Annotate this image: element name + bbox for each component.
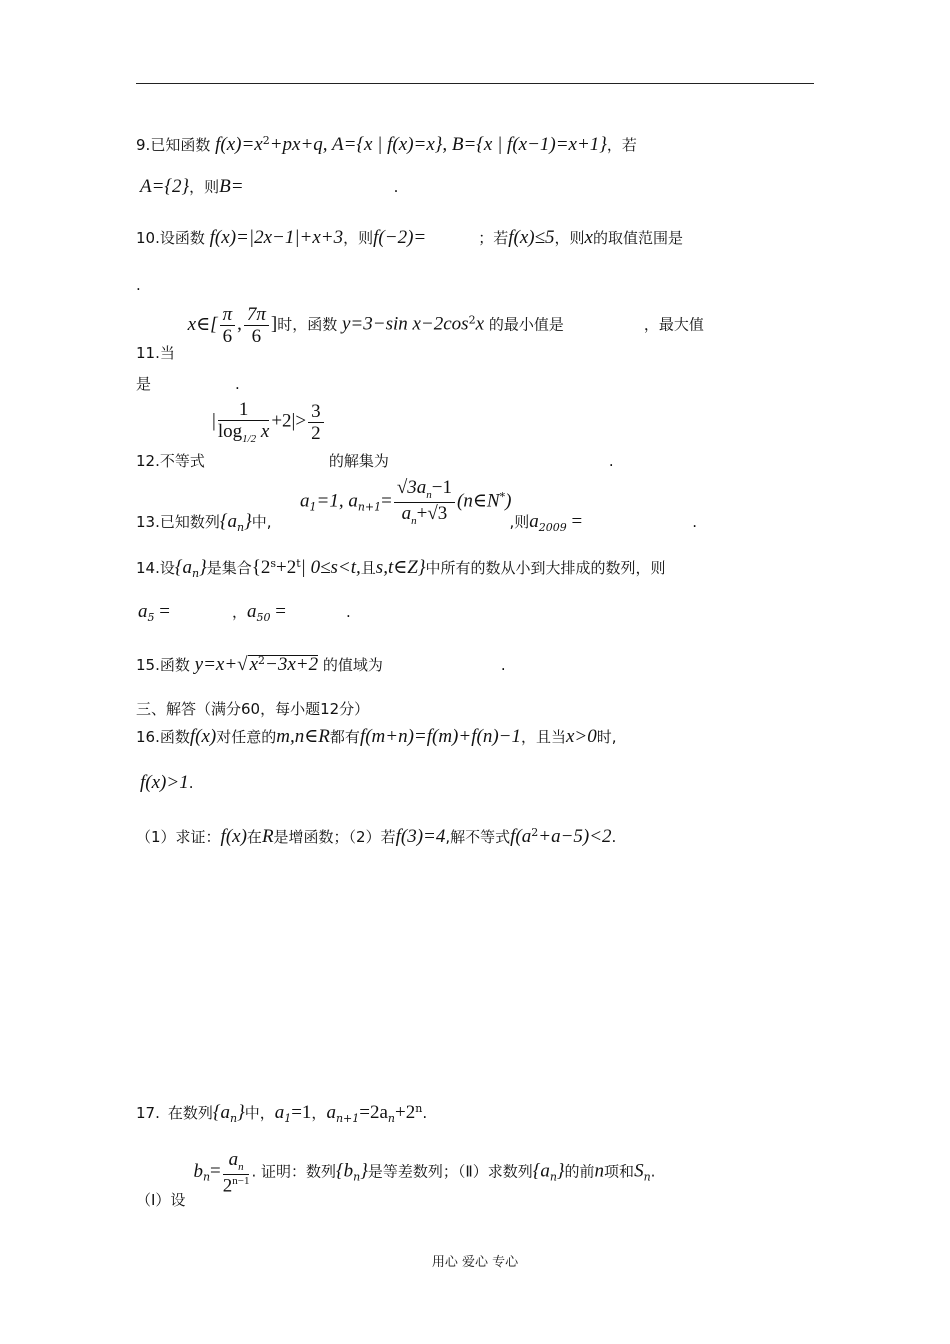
section-heading: 三、解答（满分60，每小题12分） [136, 700, 370, 718]
page-footer: 用心 爱心 专心 [431, 1255, 519, 1270]
question-16: 16.函数f(x)对任意的m,n∈R都有f(m+n)=f(m)+f(n)−1，且当x>0时, [136, 726, 617, 747]
question-17: 17. 在数列$\{a_n\}$中，$a_1=1$，$a_{n+1}=2a_n+2^n$. [136, 1102, 428, 1125]
question-12: 12.不等式 的解集为 . [136, 452, 614, 470]
question-17-line-2: （Ⅰ）设$b_n=$ $\frac{a_n}{2^{n-1}}$ . 证明：数列$\{b_n\}$是等差数列；（Ⅱ）求数列$\{a_n\}$的前n项和$S_n$. [136, 1149, 656, 1209]
question-number: 15. [136, 656, 160, 674]
question-13-formula: $a_1=1$, $a_{n+1}=$ $\frac{√3a_n-1}{a_n+√3}$ (n∈N*) [300, 477, 512, 527]
question-16-line-2: f(x)>1. [140, 772, 194, 793]
question-10-line-2: . [136, 276, 141, 294]
question-14: 14.设$\{a_n\}$是集合{$2^s+2^t|$ 0≤s<t,且s,t∈Z}中所有的数从小到大排成的数列，则 [136, 557, 666, 580]
question-15: 15.函数 y=x+√ $x^2-3x+2$ 的值域为 . [136, 654, 506, 675]
question-number: 11. [136, 343, 160, 362]
header-rule [136, 83, 814, 84]
question-11: 11.当 x∈[ $\frac{\pi}{6}$ , $\frac{7\pi}{6}$ ]时，函数 y=3−sin $x-2\cos^2x$ 的最小值是 ，最大值 [136, 304, 704, 362]
question-12-formula: | $\frac{1}{\log_{1/2} x}$ +2|> $\frac{3}{2}$ [212, 400, 326, 445]
question-number: 9. [136, 136, 151, 154]
question-9: 9.已知函数 $f(x)=x^2+px+q$, A={x | f(x)=x}, B={x | f(x−1)=x+1}，若 [136, 134, 637, 155]
question-9-line-2: A={2}，则B= . [140, 176, 399, 197]
question-number: 13. [136, 513, 160, 531]
question-number: 12. [136, 452, 160, 470]
question-number: 10. [136, 229, 160, 247]
question-13: 13.已知数列$\{a_n\}$中, ,则$a_{2009}$ = . [136, 511, 697, 534]
question-11-line-2: 是 . [136, 375, 240, 393]
question-16-line-3: （1）求证：f(x)在R是增函数；（2）若f(3)=4,解不等式$f(a^2+a-5)<2$. [136, 826, 617, 847]
question-10: 10.设函数 f(x)=|2x−1|+x+3，则f(−2)= ；若f(x)≤5，则x的取值范围是 [136, 227, 683, 248]
question-number: 14. [136, 559, 160, 577]
question-number: 17. [136, 1104, 160, 1122]
question-14-line-2: $a_5$ = ，$a_{50}$ = . [138, 601, 351, 624]
question-number: 16. [136, 728, 160, 746]
